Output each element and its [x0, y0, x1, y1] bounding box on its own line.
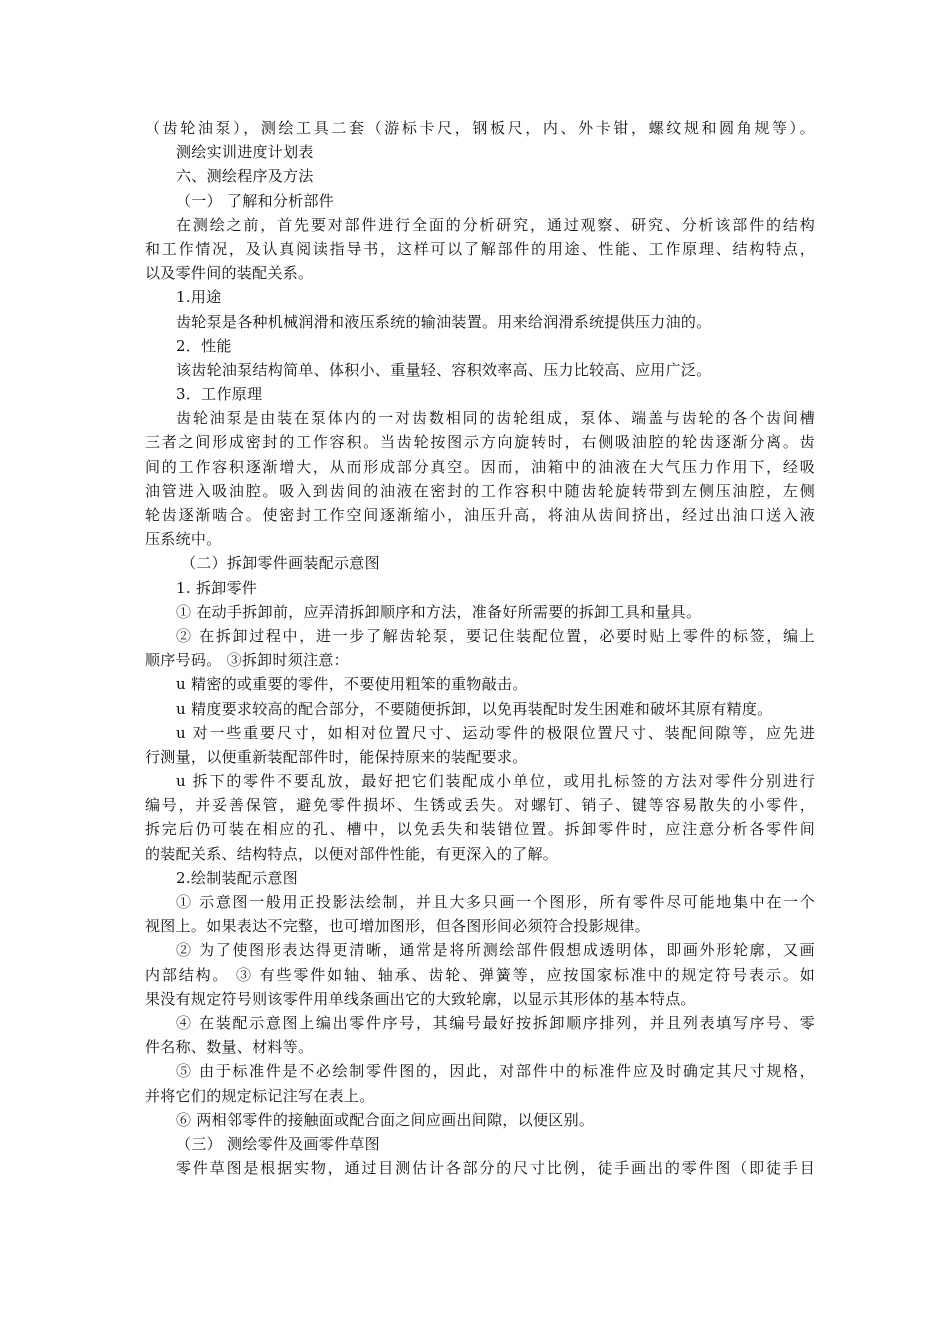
item-heading: 3．工作原理: [176, 385, 263, 404]
text-line: 以及零件间的装配关系。: [145, 264, 314, 283]
text-line: 测绘实训进度计划表: [176, 143, 314, 162]
document-body: [145, 116, 815, 1180]
subsection-heading: （一） 了解和分析部件: [176, 191, 335, 210]
text-line: 果没有规定符号则该零件用单线条画出它的大致轮廓，以显示其形体的基本特点。: [145, 989, 696, 1008]
text-line: 三者之间形成密封的工作容积。当齿轮按图示方向旋转时，右侧吸油腔的轮齿逐渐分离。齿: [145, 433, 815, 452]
text-line: 齿轮油泵是由装在泵体内的一对齿数相同的齿轮组成，泵体、端盖与齿轮的各个齿间槽: [176, 409, 815, 428]
text-line: 该齿轮油泵结构简单、体积小、重量轻、容积效率高、压力比较高、应用广泛。: [176, 360, 712, 379]
text-line: 顺序号码。 ③拆卸时须注意：: [145, 651, 349, 670]
text-line: 和工作情况，及认真阅读指导书，这样可以了解部件的用途、性能、工作原理、结构特点，: [145, 239, 815, 258]
section-heading: 六、测绘程序及方法: [176, 167, 314, 186]
text-line: ④ 在装配示意图上编出零件序号，其编号最好按拆卸顺序排列，并且列表填写序号、零: [176, 1013, 815, 1032]
text-line: 在测绘之前，首先要对部件进行全面的分析研究，通过观察、研究、分析该部件的结构: [176, 215, 815, 234]
item-heading: 1. 拆卸零件: [176, 578, 258, 597]
text-line: ⑥ 两相邻零件的接触面或配合面之间应画出间隙，以便区别。: [176, 1110, 595, 1129]
text-line: 轮齿逐渐啮合。使密封工作空间逐渐缩小，油压升高，将油从齿间挤出，经过出油口送入液: [145, 506, 815, 524]
text-line: ② 在拆卸过程中，进一步了解齿轮泵，要记住装配位置，必要时贴上零件的标签，编上: [176, 626, 815, 645]
text-line: 零件草图是根据实物，通过目测估计各部分的尺寸比例，徒手画出的零件图（即徒手目: [176, 1159, 815, 1178]
item-heading: 1.用途: [176, 288, 222, 307]
bullet-item: u 精度要求较高的配合部分，不要随便拆卸，以免再装配时发生困难和破坏其原有精度。: [176, 699, 773, 718]
text-line: 行测量，以便重新装配部件时，能保持原来的装配要求。: [145, 747, 528, 766]
text-line: 间的工作容积逐渐增大，从而形成部分真空。因而，油箱中的油液在大气压力作用下，经吸: [145, 457, 815, 476]
text-line: ⑤ 由于标准件是不必绘制零件图的，因此，对部件中的标准件应及时确定其尺寸规格，: [176, 1062, 815, 1081]
text-line: 并将它们的规定标记注写在表上。: [145, 1086, 375, 1105]
text-line: 视图上。如果表达不完整，也可增加图形，但各图形间必须符合投影规律。: [145, 917, 650, 936]
text-line: ② 为了使图形表达得更清晰，通常是将所测绘部件假想成透明体，即画外形轮廓，又画: [176, 941, 815, 960]
bullet-item: u 对一些重要尺寸，如相对位置尺寸、运动零件的极限位置尺寸、装配间隙等，应先进: [176, 723, 815, 742]
text-line: 的装配关系、结构特点，以便对部件性能，有更深入的了解。: [145, 844, 559, 863]
bullet-item: u 精密的或重要的零件，不要使用粗笨的重物敲击。: [176, 675, 528, 694]
text-line: 内部结构。 ③ 有些零件如轴、轴承、齿轮、弹簧等，应按国家标准中的规定符号表示。如: [145, 965, 815, 984]
text-line: 齿轮泵是各种机械润滑和液压系统的输油装置。用来给润滑系统提供压力油的。: [176, 312, 712, 331]
item-heading: 2．性能: [176, 336, 232, 355]
bullet-item: u 拆下的零件不要乱放，最好把它们装配成小单位，或用扎标签的方法对零件分别进行: [176, 772, 815, 791]
text-line: 编号，并妥善保管，避免零件损坏、生锈或丢失。对螺钉、销子、键等容易散失的小零件，: [145, 796, 815, 815]
text-line: 油管进入吸油腔。吸入到齿间的油液在密封的工作容积中随齿轮旋转带到左侧压油腔，左侧: [145, 481, 815, 500]
text-line: 拆完后仍可装在相应的孔、槽中，以免丢失和装错位置。拆卸零件时，应注意分析各零件间: [145, 820, 815, 839]
text-line: ① 在动手拆卸前，应弄清拆卸顺序和方法，准备好所需要的拆卸工具和量具。: [176, 602, 702, 621]
subsection-heading: （二）拆卸零件画装配示意图: [181, 554, 380, 573]
text-line: 压系统中。: [145, 530, 222, 549]
item-heading: 2.绘制装配示意图: [176, 868, 299, 887]
subsection-heading: （三） 测绘零件及画零件草图: [176, 1134, 380, 1153]
text-line: ① 示意图一般用正投影法绘制，并且大多只画一个图形，所有零件尽可能地集中在一个: [176, 893, 815, 911]
text-line: 件名称、数量、材料等。: [145, 1038, 314, 1057]
text-line: （齿轮油泵），测绘工具二套（游标卡尺，钢板尺，内、外卡钳，螺纹规和圆角规等）。: [145, 119, 815, 137]
